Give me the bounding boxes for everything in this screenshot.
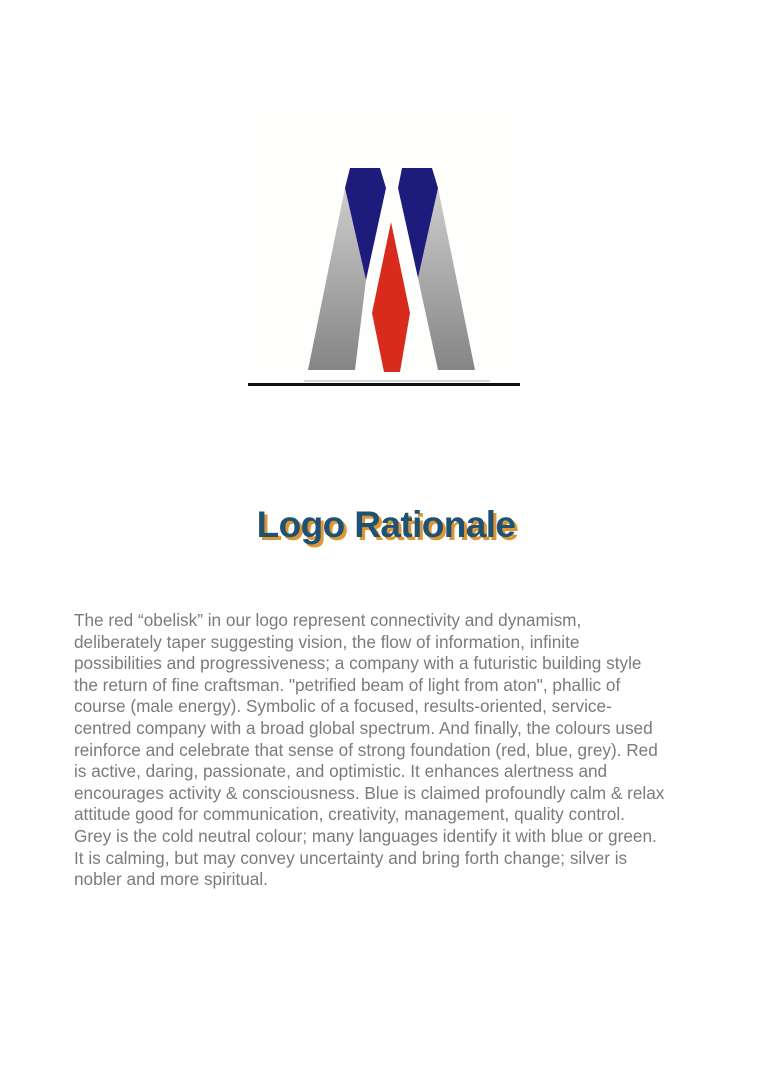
paragraph-line: attitude good for communication, creativity, management, quality control. xyxy=(74,804,625,825)
company-logo-icon xyxy=(0,0,768,400)
paragraph-line: encourages activity & consciousness. Blue is claimed profoundly calm & relax xyxy=(74,782,665,803)
paragraph-line: Grey is the cold neutral colour; many languages identify it with blue or green. xyxy=(74,825,657,846)
logo-red-obelisk xyxy=(372,222,410,372)
paragraph-line: course (male energy). Symbolic of a focused, results-oriented, service- xyxy=(74,696,612,717)
paragraph-line: is active, daring, passionate, and optimistic. It enhances alertness and xyxy=(74,761,608,782)
logo-underline-shadow xyxy=(304,380,490,382)
paragraph-line: deliberately taper suggesting vision, the flow of information, infinite xyxy=(74,631,580,652)
logo-rationale-paragraph xyxy=(74,610,714,891)
paragraph-line: centred company with a broad global spectrum. And finally, the colours used xyxy=(74,717,653,738)
paragraph-line: possibilities and progressiveness; a company with a futuristic building style xyxy=(74,653,642,674)
page-title: Logo Rationale xyxy=(256,504,516,545)
paragraph-line: the return of fine craftsman. "petrified beam of light from aton", phallic of xyxy=(74,674,621,695)
paragraph-line: The red “obelisk” in our logo represent connectivity and dynamism, xyxy=(74,610,582,630)
logo-underline xyxy=(248,383,520,386)
paragraph-line: reinforce and celebrate that sense of strong foundation (red, blue, grey). Red xyxy=(74,739,658,760)
paragraph-line: It is calming, but may convey uncertainty and bring forth change; silver is xyxy=(74,847,628,868)
paragraph-line: nobler and more spiritual. xyxy=(74,869,268,890)
